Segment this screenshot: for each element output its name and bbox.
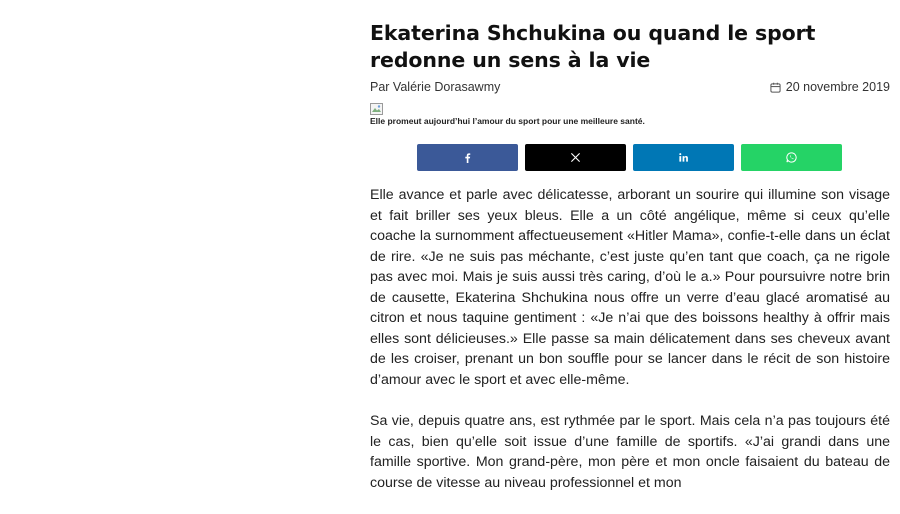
x-icon <box>570 152 581 163</box>
image-caption: Elle promeut aujourd’hui l’amour du sport pour une meilleure santé. <box>370 116 645 126</box>
article-title: Ekaterina Shchukina ou quand le sport redonne un sens à la vie <box>370 21 816 72</box>
linkedin-icon <box>678 152 689 163</box>
date-text: 20 novembre 2019 <box>785 80 890 94</box>
facebook-icon <box>462 152 473 163</box>
paragraph: Elle avance et parle avec délicatesse, arborant un sourire qui illumine son visage et fait briller ses yeux bleus. Elle a un côté angélique, même si ceux qu’elle coache la surnomment affectueusement «Hitler Mama», confie-t-elle dans un éclat de rire. «Je ne suis pas méchante, c’est juste qu’en tant que coach, ça ne rigole pas avec moi. Mais je suis aussi très caring, d’où le a.» Pour poursuivre notre brin de causette, Ekaterina Shchukina nous offre un verre d’eau glacé aromatisé au citron et nous taquine gentiment : «Je n’ai que des boissons healthy à offrir mais elles sont délicieuses.» Elle passe sa main délicatement dans ses cheveux avant de les croiser, prenant un bon souffle pour se lancer dans le récit de son histoire d’amour avec le sport et avec elle-même. <box>370 187 890 388</box>
share-facebook-button[interactable] <box>417 144 518 171</box>
broken-image-icon <box>370 103 383 115</box>
article-meta <box>370 80 890 94</box>
share-x-button[interactable] <box>525 144 626 171</box>
article-image <box>370 102 890 114</box>
article <box>370 20 890 514</box>
share-linkedin-button[interactable] <box>633 144 734 171</box>
whatsapp-icon <box>786 152 797 163</box>
author-byline: Par Valérie Dorasawmy <box>370 80 501 94</box>
share-whatsapp-button[interactable] <box>741 144 842 171</box>
paragraph: Sa vie, depuis quatre ans, est rythmée par le sport. Mais cela n’a pas toujours été le cas, bien qu’elle soit issue d’une famille de sportifs. «J’ai grandi dans une famille sportive. Mon grand-père, mon père et mon oncle faisaient du bateau de course de vitesse au niveau professionnel et mon <box>370 413 890 491</box>
share-buttons <box>417 144 890 171</box>
calendar-icon <box>770 82 781 93</box>
publish-date <box>770 80 890 94</box>
article-body <box>370 185 890 493</box>
